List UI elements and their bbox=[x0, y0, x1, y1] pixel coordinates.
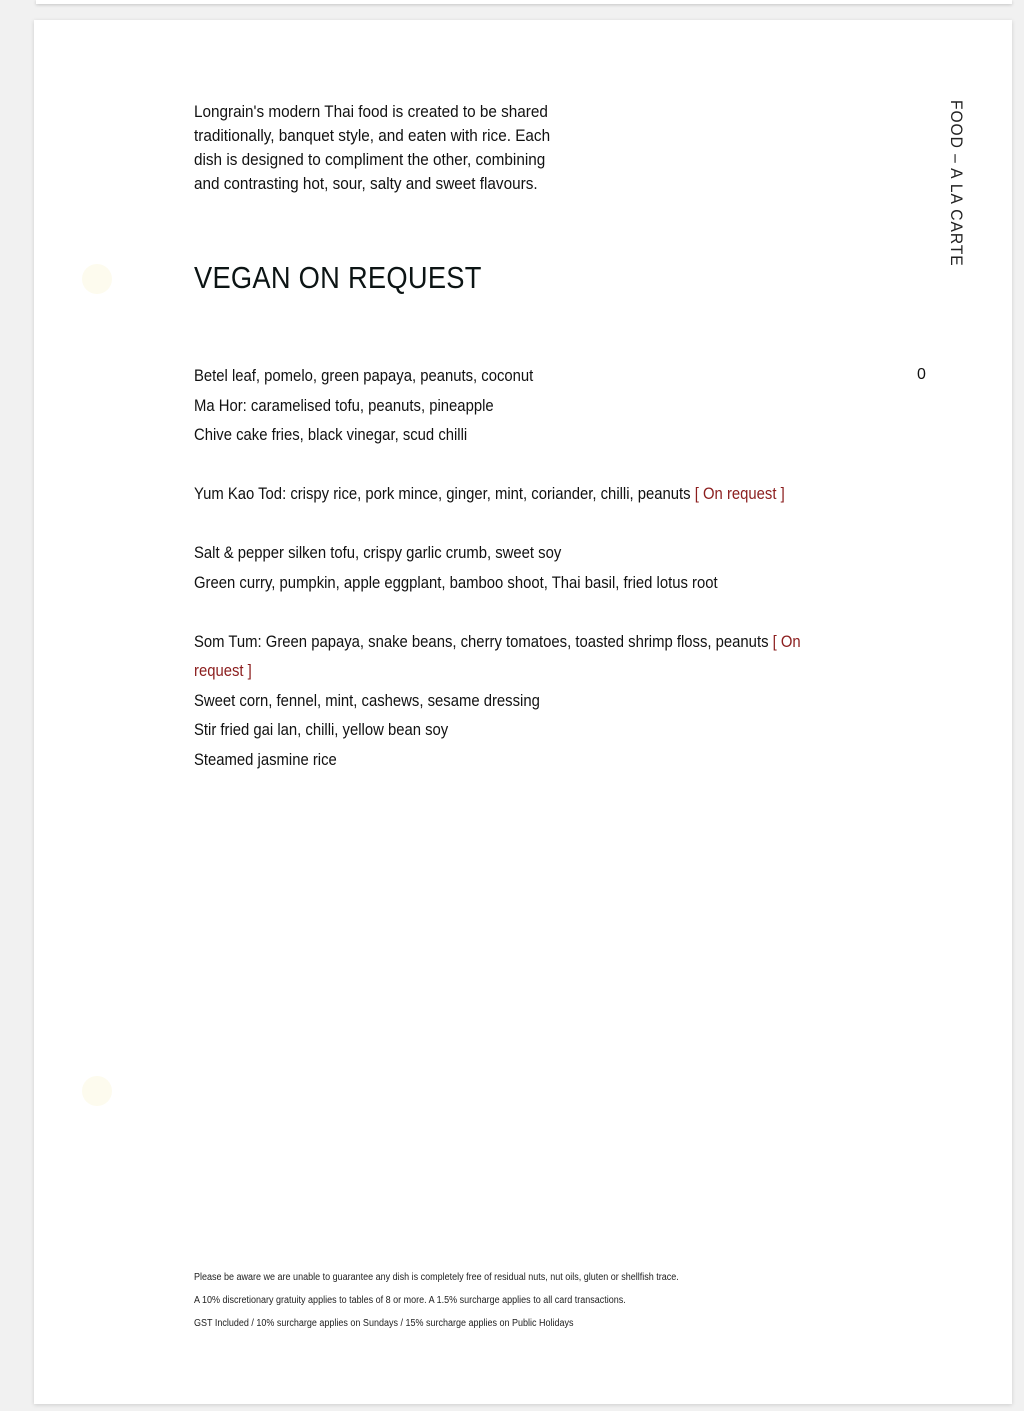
menu-item-text: Som Tum: Green papaya, snake beans, cherry tomatoes, toasted shrimp floss, peanuts bbox=[194, 632, 769, 651]
menu-item bbox=[194, 362, 788, 392]
menu-item bbox=[194, 421, 788, 451]
previous-page-edge bbox=[36, 0, 1012, 4]
decorative-dot bbox=[82, 1076, 112, 1106]
menu-item bbox=[194, 480, 788, 510]
menu-item-text: Chive cake fries, black vinegar, scud chilli bbox=[194, 426, 468, 444]
footer-notes bbox=[194, 1266, 878, 1335]
menu-item-text: Salt & pepper silken tofu, crispy garlic crumb, sweet soy bbox=[194, 544, 562, 562]
menu-item-text: Steamed jasmine rice bbox=[194, 750, 337, 769]
section-label: FOOD – A LA CARTE bbox=[947, 100, 966, 267]
page-title: VEGAN ON REQUEST bbox=[194, 260, 482, 295]
menu-page bbox=[34, 20, 1012, 1404]
on-request-note: [ On request ] bbox=[694, 485, 785, 503]
on-request-note: [ On request ] bbox=[194, 632, 801, 680]
menu-item-text: Green curry, pumpkin, apple eggplant, bamboo shoot, Thai basil, fried lotus root bbox=[194, 573, 718, 592]
gratuity-notice: A 10% discretionary gratuity applies to tables of 8 or more. A 1.5% surcharge applies to all card transactions. bbox=[194, 1295, 626, 1306]
menu-item bbox=[194, 716, 788, 746]
menu-item bbox=[194, 746, 788, 776]
menu-item bbox=[194, 628, 824, 687]
surcharge-notice: GST Included / 10% surcharge applies on Sundays / 15% surcharge applies on Public Holidays bbox=[194, 1318, 574, 1329]
price-value: 0 bbox=[917, 366, 926, 383]
menu-item bbox=[194, 392, 788, 422]
allergy-notice: Please be aware we are unable to guarantee any dish is completely free of residual nuts, nut oils, gluten or shellfish trace. bbox=[194, 1272, 679, 1283]
menu-item bbox=[194, 539, 788, 569]
menu-list bbox=[194, 362, 854, 775]
menu-item-text: Betel leaf, pomelo, green papaya, peanuts, coconut bbox=[194, 367, 534, 385]
intro-paragraph: Longrain's modern Thai food is created to be shared traditionally, banquet style, and eaten with rice. Each dish is designed to compliment the other, combining and contrasting hot, sour, salty and sweet flavours. bbox=[194, 102, 551, 193]
menu-item bbox=[194, 569, 788, 599]
menu-item-text: Sweet corn, fennel, mint, cashews, sesame dressing bbox=[194, 691, 540, 710]
decorative-dot bbox=[82, 264, 112, 294]
menu-item-text: Ma Hor: caramelised tofu, peanuts, pineapple bbox=[194, 396, 494, 415]
menu-item bbox=[194, 687, 788, 717]
menu-item-text: Yum Kao Tod: crispy rice, pork mince, ginger, mint, coriander, chilli, peanuts bbox=[194, 485, 691, 503]
menu-item-text: Stir fried gai lan, chilli, yellow bean soy bbox=[194, 721, 449, 739]
